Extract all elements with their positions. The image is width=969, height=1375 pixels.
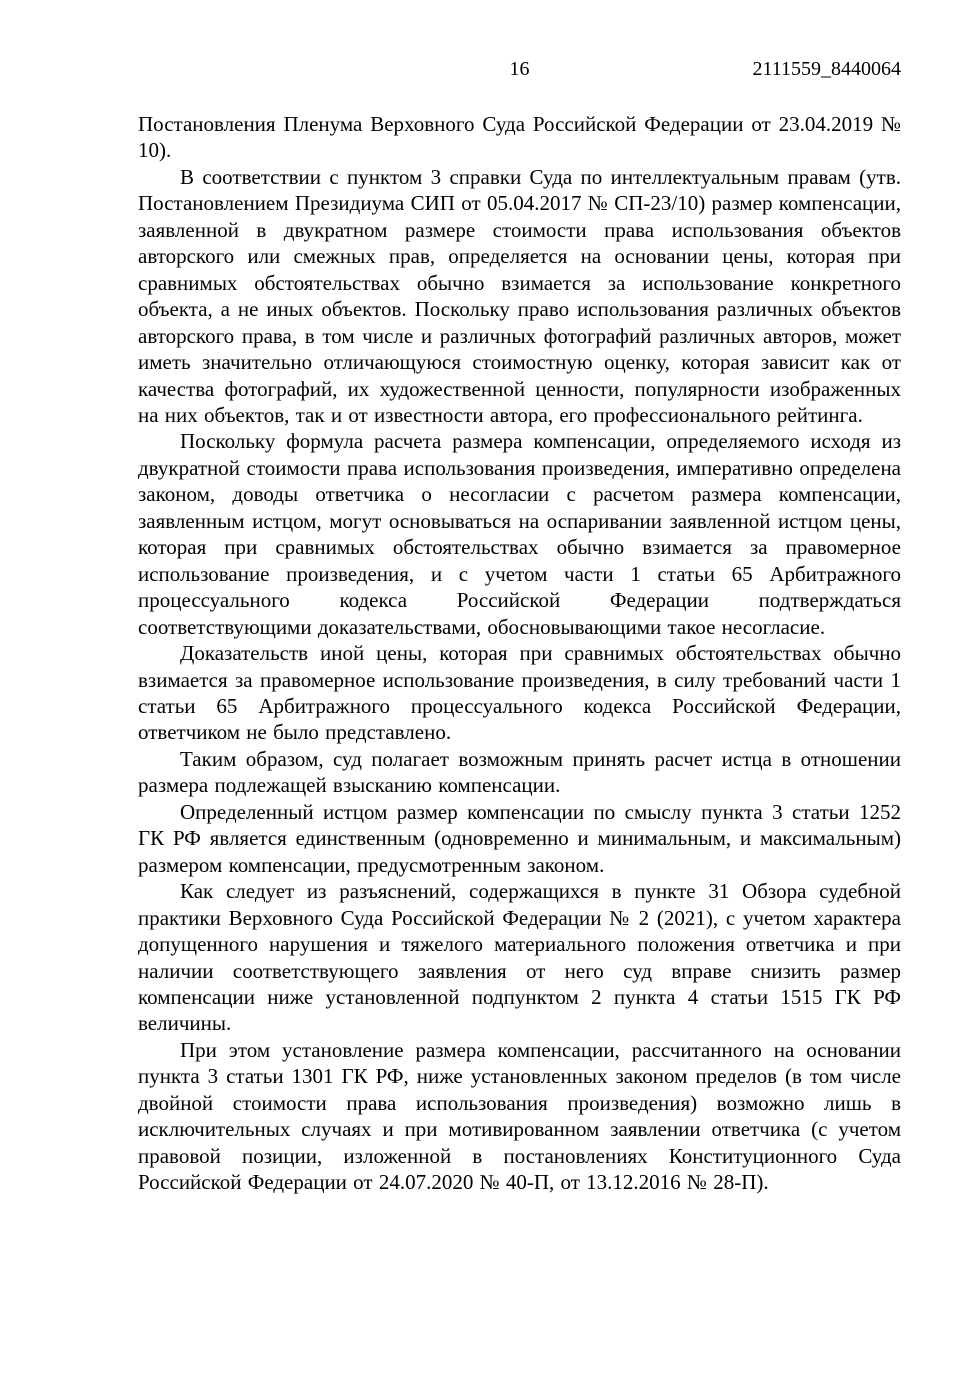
paragraph: При этом установление размера компенсации, рассчитанного на основании пункта 3 статьи 1301 ГК РФ, ниже установленных законом пределов (в том числе двойной стоимости права использования произведения) возможно лишь в исключительных случаях и при мотивированном заявлении ответчика (с учетом правовой позиции, изложенной в постановлениях Конституционного Суда Российской Федерации от 24.07.2020 № 40-П, от 13.12.2016 № 28-П).: [138, 1037, 901, 1195]
paragraph: Таким образом, суд полагает возможным принять расчет истца в отношении размера подлежащей взысканию компенсации.: [138, 746, 901, 798]
paragraph: Как следует из разъяснений, содержащихся в пункте 31 Обзора судебной практики Верховного Суда Российской Федерации № 2 (2021), с учетом характера допущенного нарушения и тяжелого материального положения ответчика и при наличии соответствующего заявления от него суд вправе снизить размер компенсации ниже установленной подпунктом 2 пункта 4 статьи 1515 ГК РФ величины.: [138, 879, 901, 1036]
page-header: [138, 56, 901, 82]
paragraph: В соответствии с пунктом 3 справки Суда по интеллектуальным правам (утв. Постановлением Президиума СИП от 05.04.2017 № СП-23/10) размер компенсации, заявленной в двукратном размере стоимости права использования объектов авторского или смежных прав, определяется на основании цены, которая при сравнимых обстоятельствах обычно взимается за использование конкретного объекта, а не иных объектов. Поскольку право использования различных объектов авторского права, в том числе и различных фотографий различных авторов, может иметь значительно отличающуюся стоимостную оценку, которая зависит как от качества фотографий, их художественной ценности, популярности изображенных на них объектов, так и от известности автора, его профессионального рейтинга.: [138, 164, 901, 427]
paragraph: Определенный истцом размер компенсации по смыслу пункта 3 статьи 1252 ГК РФ является единственным (одновременно и минимальным, и максимальным) размером компенсации, предусмотренным законом.: [138, 799, 901, 877]
paragraph: Поскольку формула расчета размера компенсации, определяемого исходя из двукратной стоимости права использования произведения, императивно определена законом, доводы ответчика о несогласии с расчетом размера компенсации, заявленным истцом, могут основываться на оспаривании заявленной истцом цены, которая при сравнимых обстоятельствах обычно взимается за правомерное использование произведения, и с учетом части 1 статьи 65 Арбитражного процессуального кодекса Российской Федерации подтверждаться соответствующими доказательствами, обосновывающими такое несогласие.: [138, 429, 901, 639]
paragraph: Постановления Пленума Верховного Суда Российской Федерации от 23.04.2019 № 10).: [138, 112, 901, 163]
document-body: [138, 111, 901, 1196]
document-id: 2111559_8440064: [752, 58, 901, 80]
page-number: 16: [509, 58, 530, 80]
paragraph: Доказательств иной цены, которая при сравнимых обстоятельствах обычно взимается за правомерное использование произведения, в силу требований части 1 статьи 65 Арбитражного процессуального кодекса Российской Федерации, ответчиком не было представлено.: [138, 641, 901, 745]
